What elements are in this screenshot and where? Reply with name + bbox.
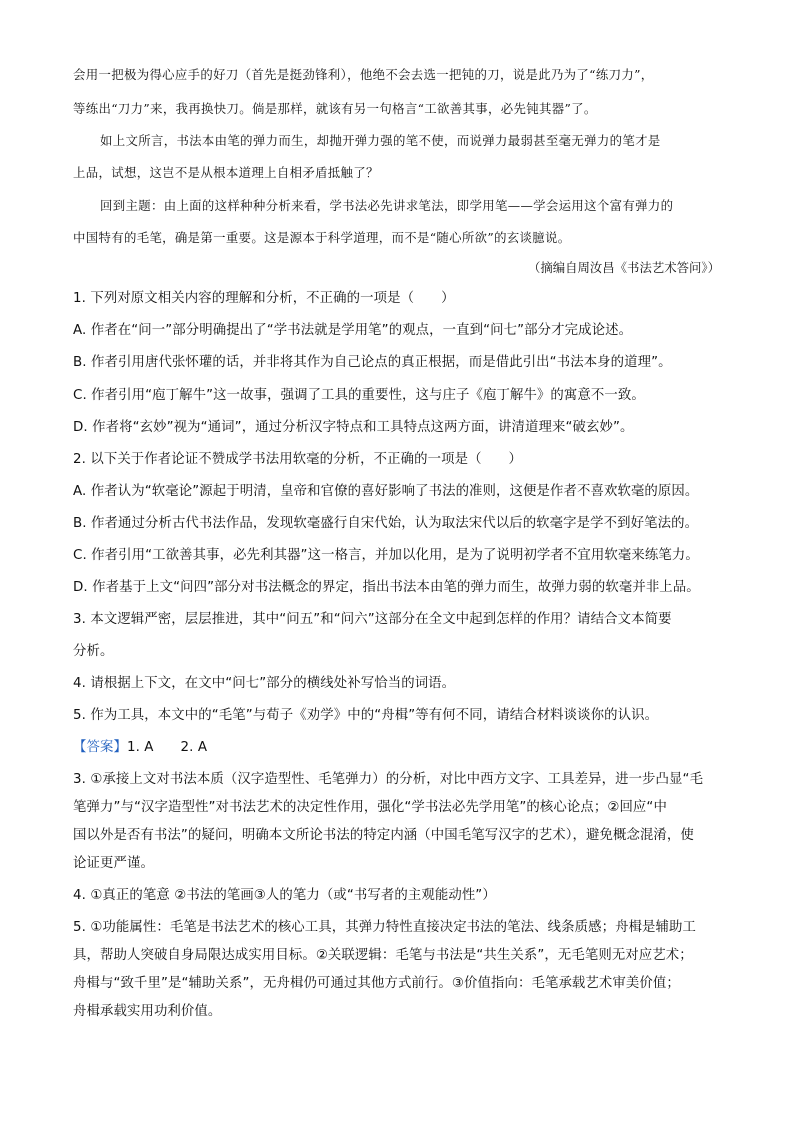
question-2-option-b: B. 作者通过分析古代书法作品，发现软毫盛行自宋代始，认为取法宋代以后的软毫字是学不到好笔法的。 (73, 516, 699, 531)
question-2-option-c: C. 作者引用“工欲善其事，必先利其器”这一格言，并加以化用，是为了说明初学者不宜用软毫来练笔力。 (73, 548, 699, 563)
answer-1-2-values: 1. A 2. A (126, 740, 208, 755)
question-1-option-a: A. 作者在“问一”部分明确提出了“学书法就是学用笔”的观点，一直到“问七”部分才完成论述。 (73, 323, 633, 338)
answer-5-line-1: 5. ①功能属性：毛笔是书法艺术的核心工具，其弹力特性直接决定书法的笔法、线条质感；舟楫是辅助工 (73, 920, 697, 935)
passage-source: （摘编自周汝昌《书法艺术答问》） (527, 260, 720, 275)
passage-line-6: 中国特有的毛笔，确是第一重要。这是源本于科学道理，而不是“随心所欲”的玄谈臆说。 (73, 230, 571, 245)
question-5: 5. 作为工具，本文中的“毛笔”与荀子《劝学》中的“舟楫”等有何不同，请结合材料谈谈你的认识。 (73, 708, 659, 723)
question-3-line-2: 分析。 (73, 644, 114, 659)
answer-3-line-1: 3. ①承接上文对书法本质（汉字造型性、毛笔弹力）的分析，对比中西方文字、工具差异，进一步凸显“毛 (73, 772, 704, 787)
answer-5-line-2: 具，帮助人突破自身局限达成实用目标。②关联逻辑：毛笔与书法是“共生关系”，无毛笔则无对应艺术； (73, 948, 693, 963)
question-1-stem: 1. 下列对原文相关内容的理解和分析，不正确的一项是（ ） (73, 291, 455, 306)
question-1-option-c: C. 作者引用“庖丁解牛”这一故事，强调了工具的重要性，这与庄子《庖丁解牛》的寓意不一致。 (73, 388, 645, 403)
passage-line-1: 会用一把极为得心应手的好刀（首先是挺劲锋利），他绝不会去选一把钝的刀，说是此乃为了“练刀力”， (73, 67, 654, 82)
answer-4: 4. ①真正的笔意 ②书法的笔画③人的笔力（或“书写者的主观能动性”） (73, 888, 496, 903)
answer-5-line-4: 舟楫承载实用功利价值。 (73, 1004, 222, 1019)
question-3-line-1: 3. 本文逻辑严密，层层推进，其中“问五”和“问六”这部分在全文中起到怎样的作用？请结合文本简要 (73, 612, 672, 627)
question-2-option-d: D. 作者基于上文“问四”部分对书法概念的界定，指出书法本由笔的弹力而生，故弹力弱的软毫并非上品。 (73, 580, 700, 595)
question-1-option-b: B. 作者引用唐代张怀瓘的话，并非将其作为自己论点的真正根据，而是借此引出“书法本身的道理”。 (73, 355, 672, 370)
answer-5-line-3: 舟楫与“致千里”是“辅助关系”，无舟楫仍可通过其他方式前行。③价值指向：毛笔承载艺术审美价值； (73, 976, 680, 991)
question-1-option-d: D. 作者将“玄妙”视为“通词”，通过分析汉字特点和工具特点这两方面，讲清道理来“破玄妙”。 (73, 420, 634, 435)
passage-line-4: 上品，试想，这岂不是从根本道理上自相矛盾抵触了？ (73, 165, 379, 180)
question-2-option-a: A. 作者认为“软毫论”源起于明清，皇帝和官僚的喜好影响了书法的准则，这便是作者不喜欢软毫的原因。 (73, 484, 699, 499)
answer-3-line-3: 国以外是否有书法”的疑问，明确本文所论书法的特定内涵（中国毛笔写汉字的艺术），避免概念混淆，使 (73, 828, 694, 843)
question-4: 4. 请根据上下文，在文中“问七”部分的横线处补写恰当的词语。 (73, 676, 456, 691)
answer-3-line-4: 论证更严谨。 (73, 856, 154, 871)
passage-line-5: 回到主题：由上面的这样种种分析来看，学书法必先讲求笔法，即学用笔——学会运用这个富有弹力的 (100, 198, 674, 213)
answer-1-2 (73, 738, 207, 758)
answer-tag: 【答案】 (73, 740, 127, 755)
answer-3-line-2: 笔弹力”与“汉字造型性”对书法艺术的决定性作用，强化“学书法必先学用笔”的核心论点；②回应“中 (73, 800, 667, 815)
passage-line-3: 如上文所言，书法本由笔的弹力而生，却抛开弹力强的笔不使，而说弹力最弱甚至毫无弹力的笔才是 (100, 133, 661, 148)
passage-line-2: 等练出“刀力”来，我再换快刀。倘是那样，就该有另一句格言“工欲善其事，必先钝其器”了。 (73, 101, 597, 116)
question-2-stem: 2. 以下关于作者论证不赞成学书法用软毫的分析，不正确的一项是（ ） (73, 452, 523, 467)
